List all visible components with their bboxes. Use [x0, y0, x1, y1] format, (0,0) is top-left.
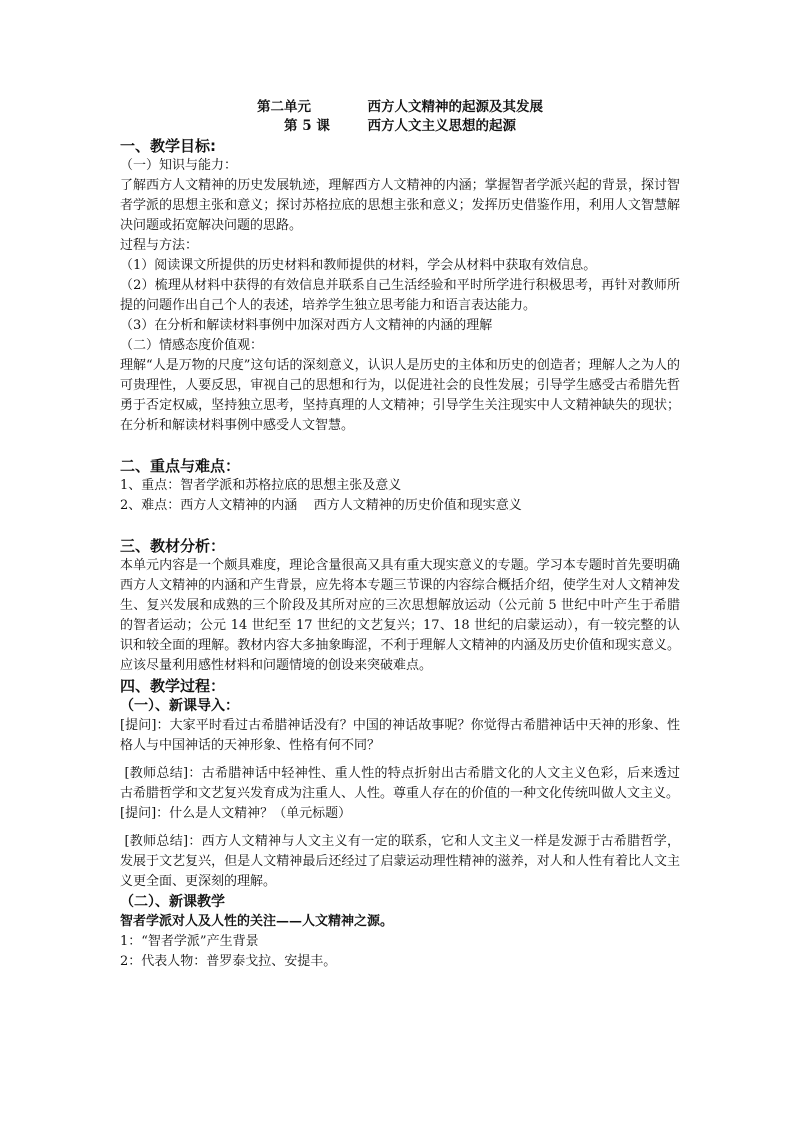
subheading-process: 过程与方法： [120, 238, 199, 253]
question-2: [提问]：什么是人文精神？（单元标题） [120, 806, 352, 821]
paragraph-analysis: 本单元内容是一个颇具难度，理论含量很高又具有重大现实意义的专题。学习本专题时首先要明确西方人文精神的内涵和产生背景，应先将本专题三节课的内容综合概括介绍，使学生对人文精神发生、复兴发展和成熟的三个阶段及其所对应的三次思想解放运动（公元前 5 世纪中叶产生于希腊的智者运动；公元 14 世纪至 17 世纪的文艺复兴；17、18 世纪的启蒙运动），有一较完整的认识和较全面的理解。教材内容大多抽象晦涩，不利于理解人文精神的内涵及历史价值和现实意义。应该尽量利用感性材料和问题情境的创设来突破难点。 [120, 558, 680, 673]
method-item-2: （2）梳理从材料中获得的有效信息并联系自己生活经验和平时所学进行积极思考，再针对教师所提的问题作出自己个人的表述，培养学生独立思考能力和语言表达能力。 [120, 278, 680, 313]
method-item-1: （1）阅读课文所提供的历史材料和教师提供的材料，学会从材料中获取有效信息。 [120, 258, 597, 273]
section-heading-keypoints: 二、重点与难点： [120, 457, 241, 475]
section-heading-process: 四、教学过程： [120, 677, 226, 695]
subheading-new-lesson: （二）、新课教学 [120, 894, 225, 910]
topic-sophists: 智者学派对人及人性的关注——人文精神之源。 [120, 914, 394, 929]
paragraph-values: 理解“人是万物的尺度”这句话的深刻意义，认识人是历史的主体和历史的创造者；理解人之为人的可贵理性，人要反思，审视自己的思想和行为，以促进社会的良性发展；引导学生感受古希腊先哲勇于否定权威，坚持独立思考，坚持真理的人文精神；引导学生关注现实中人文精神缺失的现状；在分析和解读材料事例中感受人文智慧。 [120, 358, 680, 433]
teacher-summary-2: [教师总结]：西方人文精神与人文主义有一定的联系，它和人文主义一样是发源于古希腊哲学，发展于文艺复兴，但是人文精神最后还经过了启蒙运动理性精神的滋养，对人和人性有着比人文主义更全面、更深刻的理解。 [120, 834, 680, 889]
document-page [120, 98, 680, 972]
unit-title: 第二单元 西方人文精神的起源及其发展 [257, 99, 543, 115]
list-item-2: 2：代表人物：普罗泰戈拉、安提丰。 [120, 954, 337, 969]
keypoint-item-1: 1、重点：智者学派和苏格拉底的思想主张及意义 [120, 478, 402, 493]
subheading-knowledge: （一）知识与能力： [120, 158, 238, 173]
method-item-3: （3）在分析和解读材料事例中加深对西方人文精神的内涵的理解 [120, 318, 493, 333]
list-item-1: 1：“智者学派”产生背景 [120, 934, 259, 949]
subheading-intro: （一）、新课导入： [120, 698, 239, 714]
keypoint-item-2: 2、难点：西方人文精神的内涵 西方人文精神的历史价值和现实意义 [120, 498, 522, 513]
section-heading-objectives: 一、教学目标: [120, 137, 216, 155]
paragraph-knowledge: 了解西方人文精神的历史发展轨迹，理解西方人文精神的内涵；掌握智者学派兴起的背景，探讨智者学派的思想主张和意义；探讨苏格拉底的思想主张和意义；发挥历史借鉴作用，利用人文智慧解决问题或拓宽解决问题的思路。 [120, 178, 680, 233]
question-1: [提问]：大家平时看过古希腊神话没有？中国的神话故事呢？你觉得古希腊神话中天神的形象、性格人与中国神话的天神形象、性格有何不同？ [120, 718, 680, 753]
subheading-values: （二）情感态度价值观： [120, 338, 264, 353]
section-heading-analysis: 三、教材分析： [120, 537, 226, 555]
teacher-summary-1: [教师总结]：古希腊神话中轻神性、重人性的特点折射出古希腊文化的人文主义色彩，后来透过古希腊哲学和文艺复兴发育成为注重人、人性。尊重人存在的价值的一种文化传统叫做人文主义。 [120, 766, 680, 801]
lesson-title: 第 5 课 西方人文主义思想的起源 [284, 118, 516, 134]
